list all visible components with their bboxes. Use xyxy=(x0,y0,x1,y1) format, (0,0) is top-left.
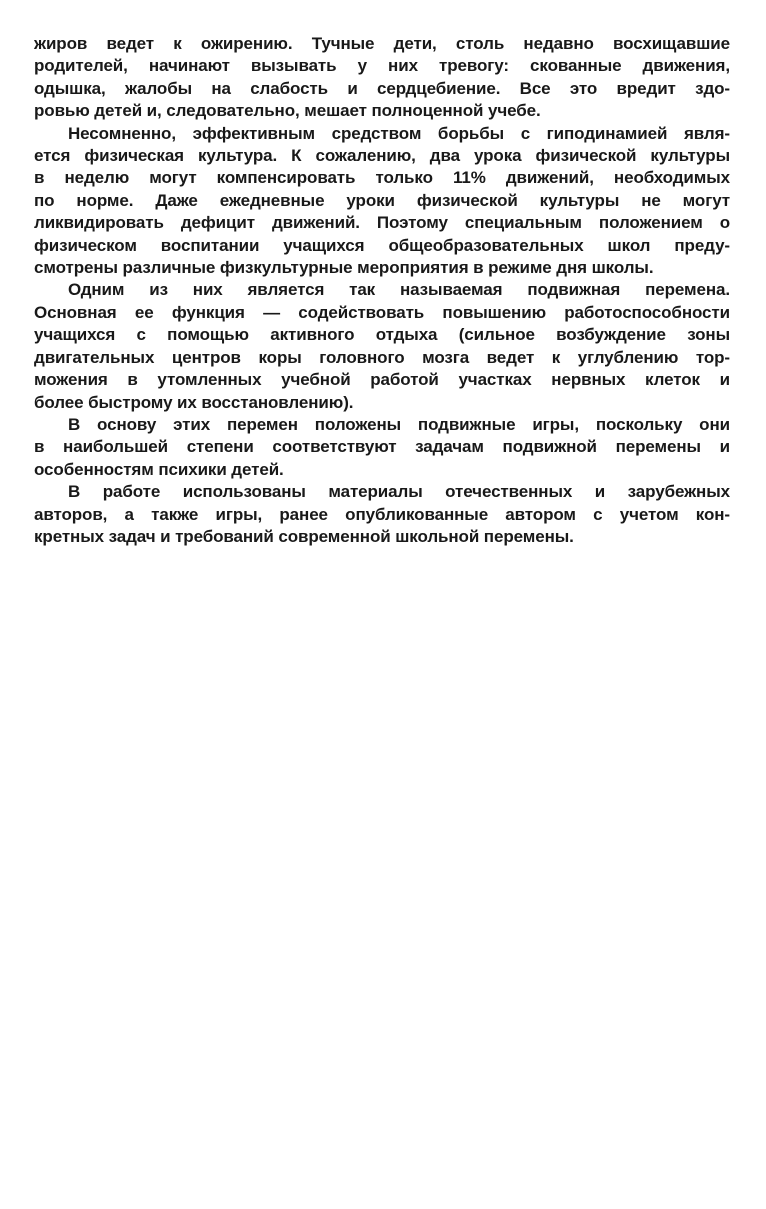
text-line: физическом воспитании учащихся общеобразовательных школ преду- xyxy=(34,235,730,255)
text-line: двигательных центров коры головного мозга ведет к углублению тор- xyxy=(34,347,730,367)
text-line: учащихся с помощью активного отдыха (сильное возбуждение зоны xyxy=(34,325,730,345)
text-line: Одним из них является так называемая подвижная перемена. xyxy=(68,280,730,300)
text-line: Несомненно, эффективным средством борьбы с гиподинамией явля- xyxy=(68,123,730,143)
text-line: более быстрому их восстановлению). xyxy=(34,392,354,412)
text-line: в неделю могут компенсировать только 11% движений, необходимых xyxy=(34,168,730,188)
paragraph xyxy=(34,123,730,280)
text-line: В основу этих перемен положены подвижные игры, поскольку они xyxy=(68,414,730,434)
text-line: особенностям психики детей. xyxy=(34,459,284,479)
paragraph xyxy=(34,279,730,413)
text-line: жиров ведет к ожирению. Тучные дети, столь недавно восхищавшие xyxy=(34,34,730,53)
text-line: одышка, жалобы на слабость и сердцебиение. Все это вредит здо- xyxy=(34,78,730,98)
text-line: ется физическая культура. К сожалению, два урока физической культуры xyxy=(34,146,730,166)
text-line: смотрены различные физкультурные мероприятия в режиме дня школы. xyxy=(34,258,654,278)
paragraph xyxy=(34,414,730,481)
text-line: Основная ее функция — содействовать повышению работоспособности xyxy=(34,302,730,322)
text-line: авторов, а также игры, ранее опубликованные автором с учетом кон- xyxy=(34,504,730,524)
text-line: ликвидировать дефицит движений. Поэтому специальным положением о xyxy=(34,213,730,233)
paragraph xyxy=(34,33,730,123)
text-line: кретных задач и требований современной школьной перемены. xyxy=(34,526,574,546)
text-line: по норме. Даже ежедневные уроки физической культуры не могут xyxy=(34,190,730,210)
paragraph xyxy=(34,481,730,548)
text-line: можения в утомленных учебной работой участках нервных клеток и xyxy=(34,370,730,390)
text-line: В работе использованы материалы отечественных и зарубежных xyxy=(68,482,730,502)
text-line: ровью детей и, следовательно, мешает полноценной учебе. xyxy=(34,101,541,121)
text-line: родителей, начинают вызывать у них тревогу: скованные движения, xyxy=(34,56,730,76)
text-line: в наибольшей степени соответствуют задачам подвижной перемены и xyxy=(34,437,730,457)
